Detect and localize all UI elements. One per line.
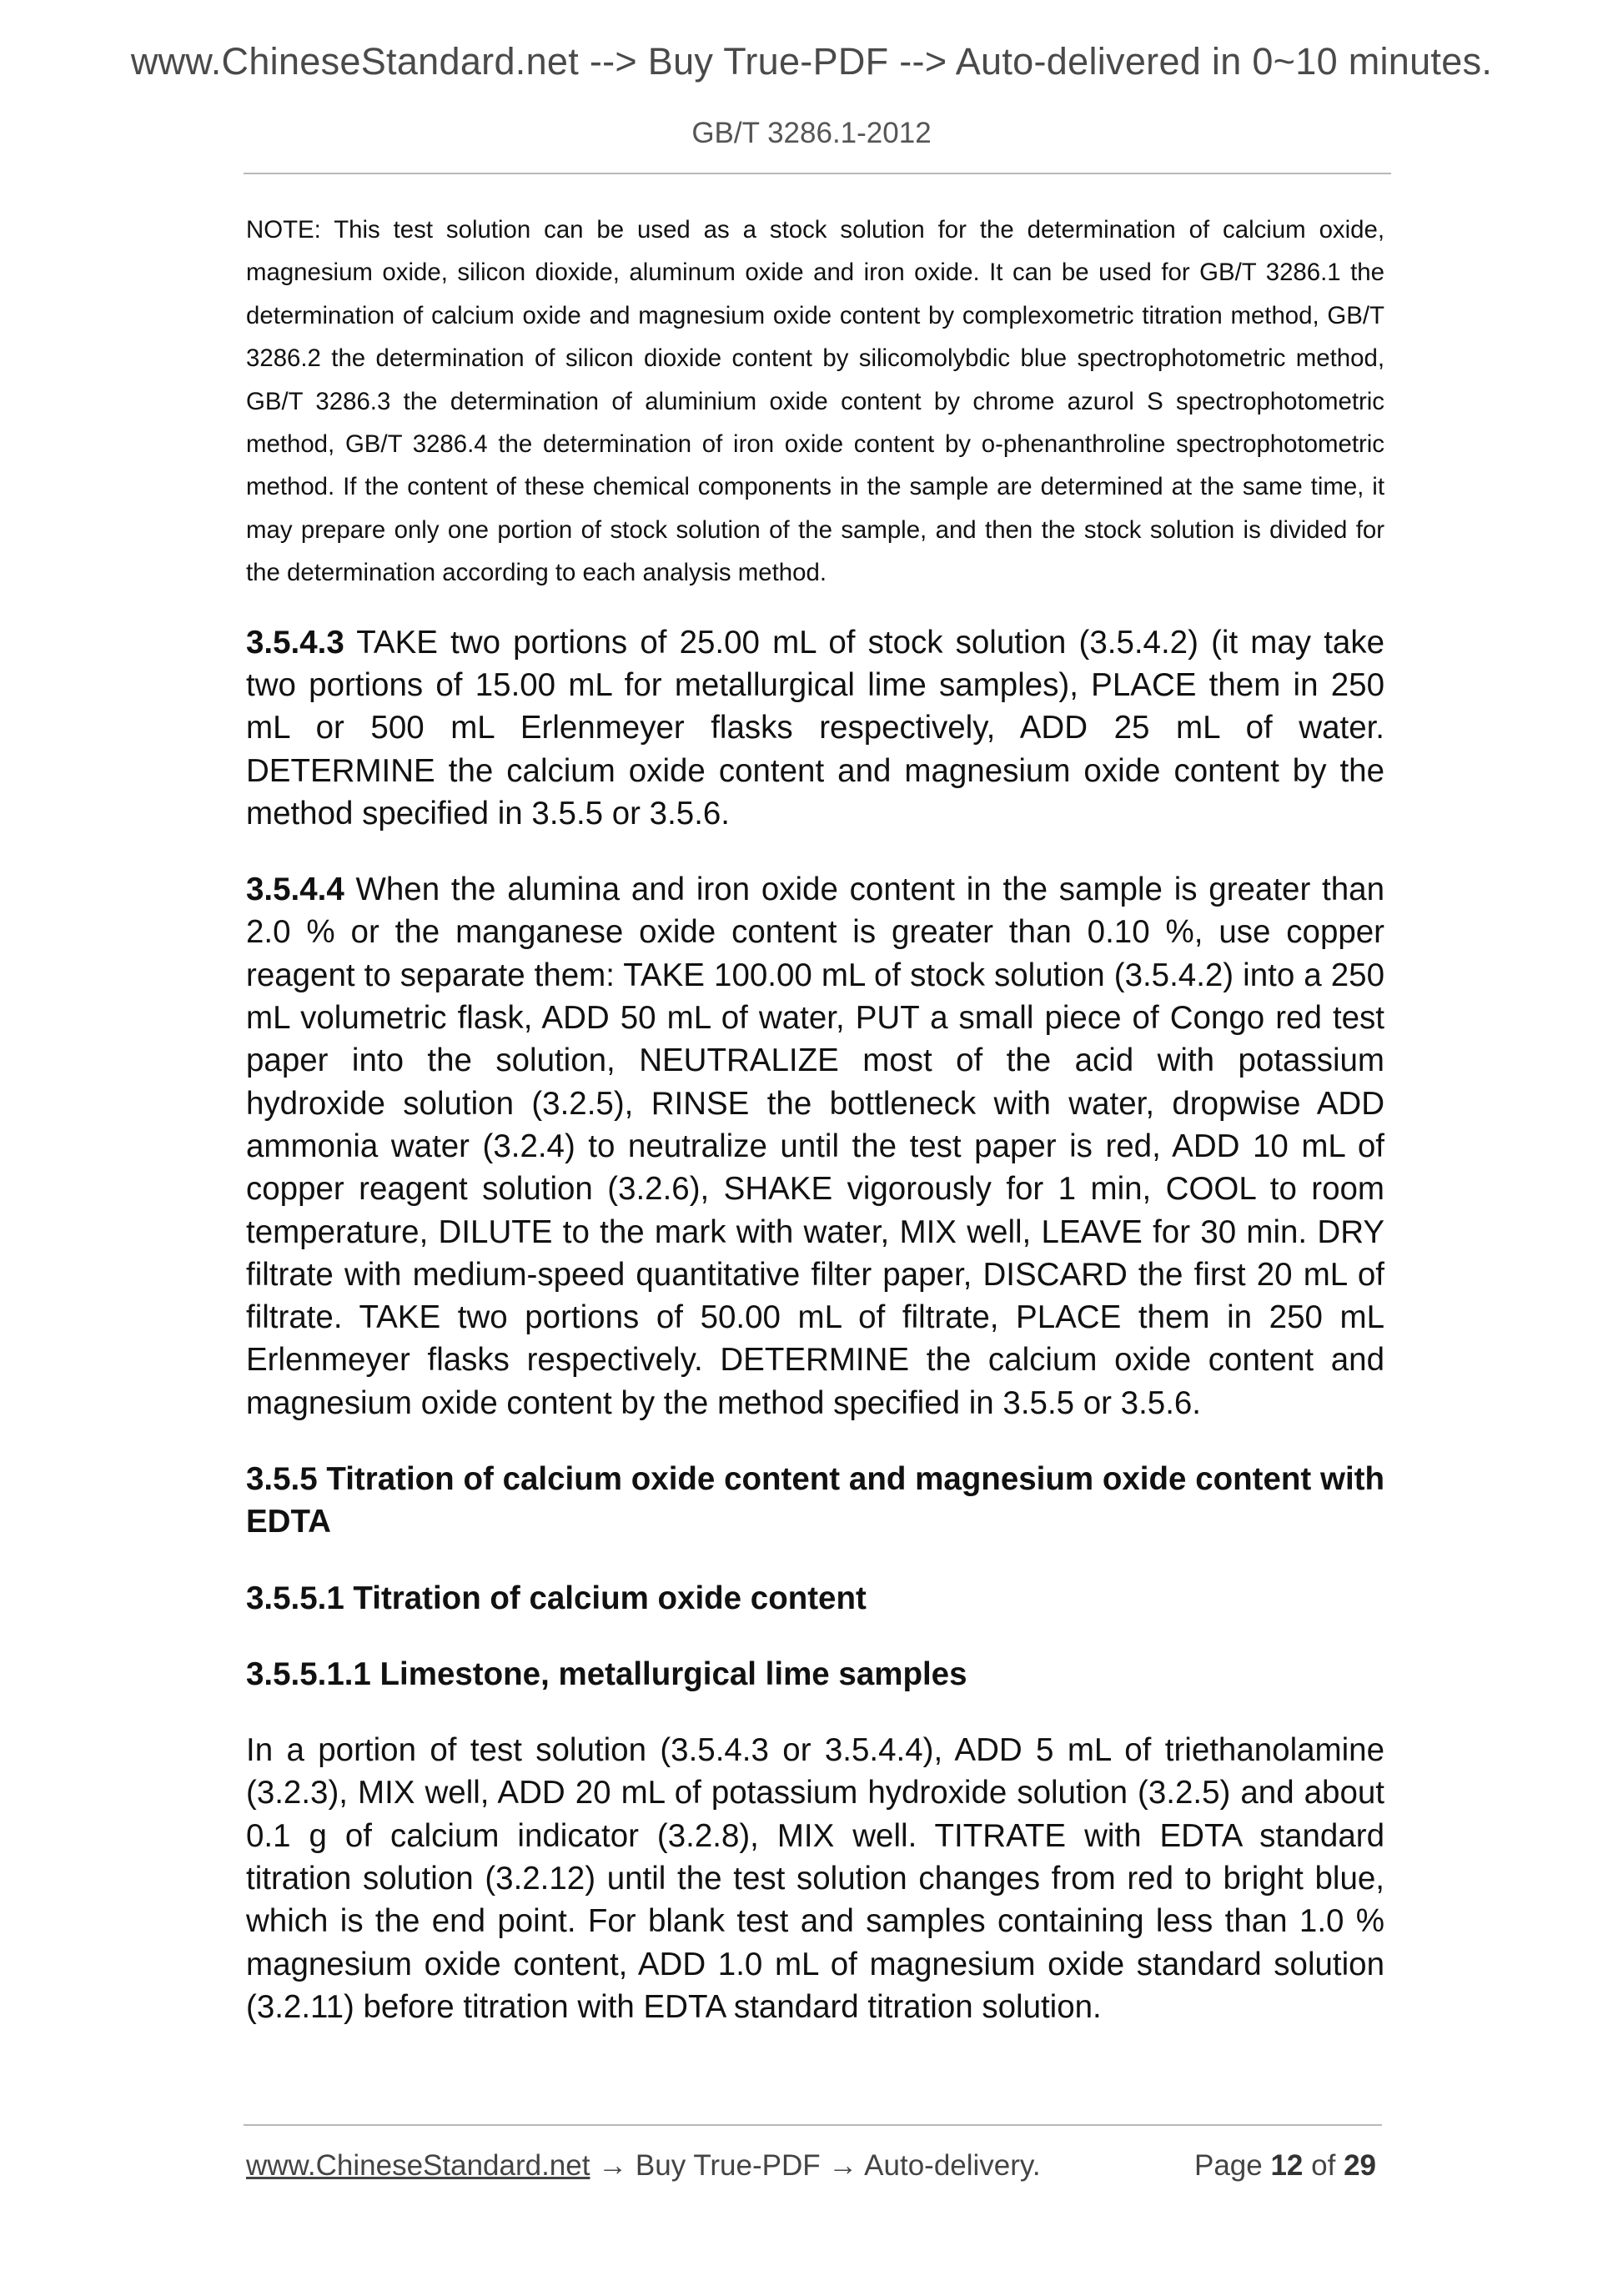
page-content: [246, 208, 1384, 2062]
footer: [246, 2149, 1376, 2183]
footer-link[interactable]: www.ChineseStandard.net: [246, 2149, 590, 2182]
top-banner: www.ChineseStandard.net --> Buy True-PDF --> Auto-delivered in 0~10 minutes.: [130, 40, 1493, 83]
header-divider: [244, 173, 1391, 174]
section-3-5-4-4: [246, 868, 1384, 1424]
heading-3-5-5-1: 3.5.5.1 Titration of calcium oxide content: [246, 1580, 867, 1616]
page-indicator: [1194, 2149, 1376, 2183]
note-paragraph: NOTE: This test solution can be used as a stock solution for the determination of calcium oxide, magnesium oxide, silicon dioxide, aluminum oxide and iron oxide. It can be used for GB/T 3286.1 the determination of calcium oxide and magnesium oxide content by complexometric titration method, GB/T 3286.2 the determination of silicon dioxide content by silicomolybdic blue spectrophotometric method, GB/T 3286.3 the determination of aluminium oxide content by chrome azurol S spectrophotometric method, GB/T 3286.4 the determination of iron oxide content by o-phenanthroline spectrophotometric method. If the content of these chemical components in the sample are determined at the same time, it may prepare only one portion of stock solution of the sample, and then the stock solution is divided for the determination according to each analysis method.: [246, 216, 1384, 587]
section-text: When the alumina and iron oxide content in the sample is greater than 2.0 % or the manganese oxide content is greater than 0.10 %, use copper reagent to separate them: TAKE 100.00 mL of stock solution (3.5.4.2) into a 250 mL volumetric flask, ADD 50 mL of water, PUT a small piece of Congo red test paper into the solution, NEUTRALIZE most of the acid with potassium hydroxide solution (3.2.5), RINSE the bottleneck with water, dropwise ADD ammonia water (3.2.4) to neutralize until the test paper is red, ADD 10 mL of copper reagent solution (3.2.6), SHAKE vigorously for 1 min, COOL to room temperature, DILUTE to the mark with water, MIX well, LEAVE for 30 min. DRY filtrate with medium-speed quantitative filter paper, DISCARD the first 20 mL of filtrate. TAKE two portions of 50.00 mL of filtrate, PLACE them in 250 mL Erlenmeyer flasks respectively. DETERMINE the calcium oxide content and magnesium oxide content by the method specified in 3.5.5 or 3.5.6.: [246, 872, 1384, 1421]
footer-left: [246, 2149, 1041, 2183]
footer-divider: [244, 2124, 1382, 2126]
section-number: 3.5.4.4: [246, 872, 344, 908]
page-number: 12: [1270, 2149, 1304, 2182]
procedure-paragraph: In a portion of test solution (3.5.4.3 or 3.5.4.4), ADD 5 mL of triethanolamine (3.2.3), MIX well, ADD 20 mL of potassium hydroxide solution (3.2.5) and about 0.1 g of calcium indicator (3.2.8), MIX well. TITRATE with EDTA standard titration solution (3.2.12) until the test solution changes from red to bright blue, which is the end point. For blank test and samples containing less than 1.0 % magnesium oxide content, ADD 1.0 mL of magnesium oxide standard solution (3.2.11) before titration with EDTA standard titration solution.: [246, 1732, 1384, 2025]
heading-3-5-5: 3.5.5 Titration of calcium oxide content and magnesium oxide content with EDTA: [246, 1461, 1384, 1540]
section-3-5-4-3: [246, 621, 1384, 835]
of-label: of: [1311, 2149, 1336, 2182]
section-number: 3.5.4.3: [246, 624, 344, 661]
page-label: Page: [1193, 2149, 1263, 2182]
footer-tail: → Buy True-PDF → Auto-delivery.: [590, 2149, 1041, 2182]
heading-3-5-5-1-1: 3.5.5.1.1 Limestone, metallurgical lime samples: [246, 1655, 967, 1692]
total-pages: 29: [1344, 2149, 1376, 2182]
section-text: TAKE two portions of 25.00 mL of stock solution (3.5.4.2) (it may take two portions of 15.00 mL for metallurgical lime samples), PLACE them in 250 mL or 500 mL Erlenmeyer flasks respectively, ADD 25 mL of water. DETERMINE the calcium oxide content and magnesium oxide content by the method specified in 3.5.5 or 3.5.6.: [246, 624, 1384, 831]
standard-code: GB/T 3286.1-2012: [691, 117, 932, 149]
